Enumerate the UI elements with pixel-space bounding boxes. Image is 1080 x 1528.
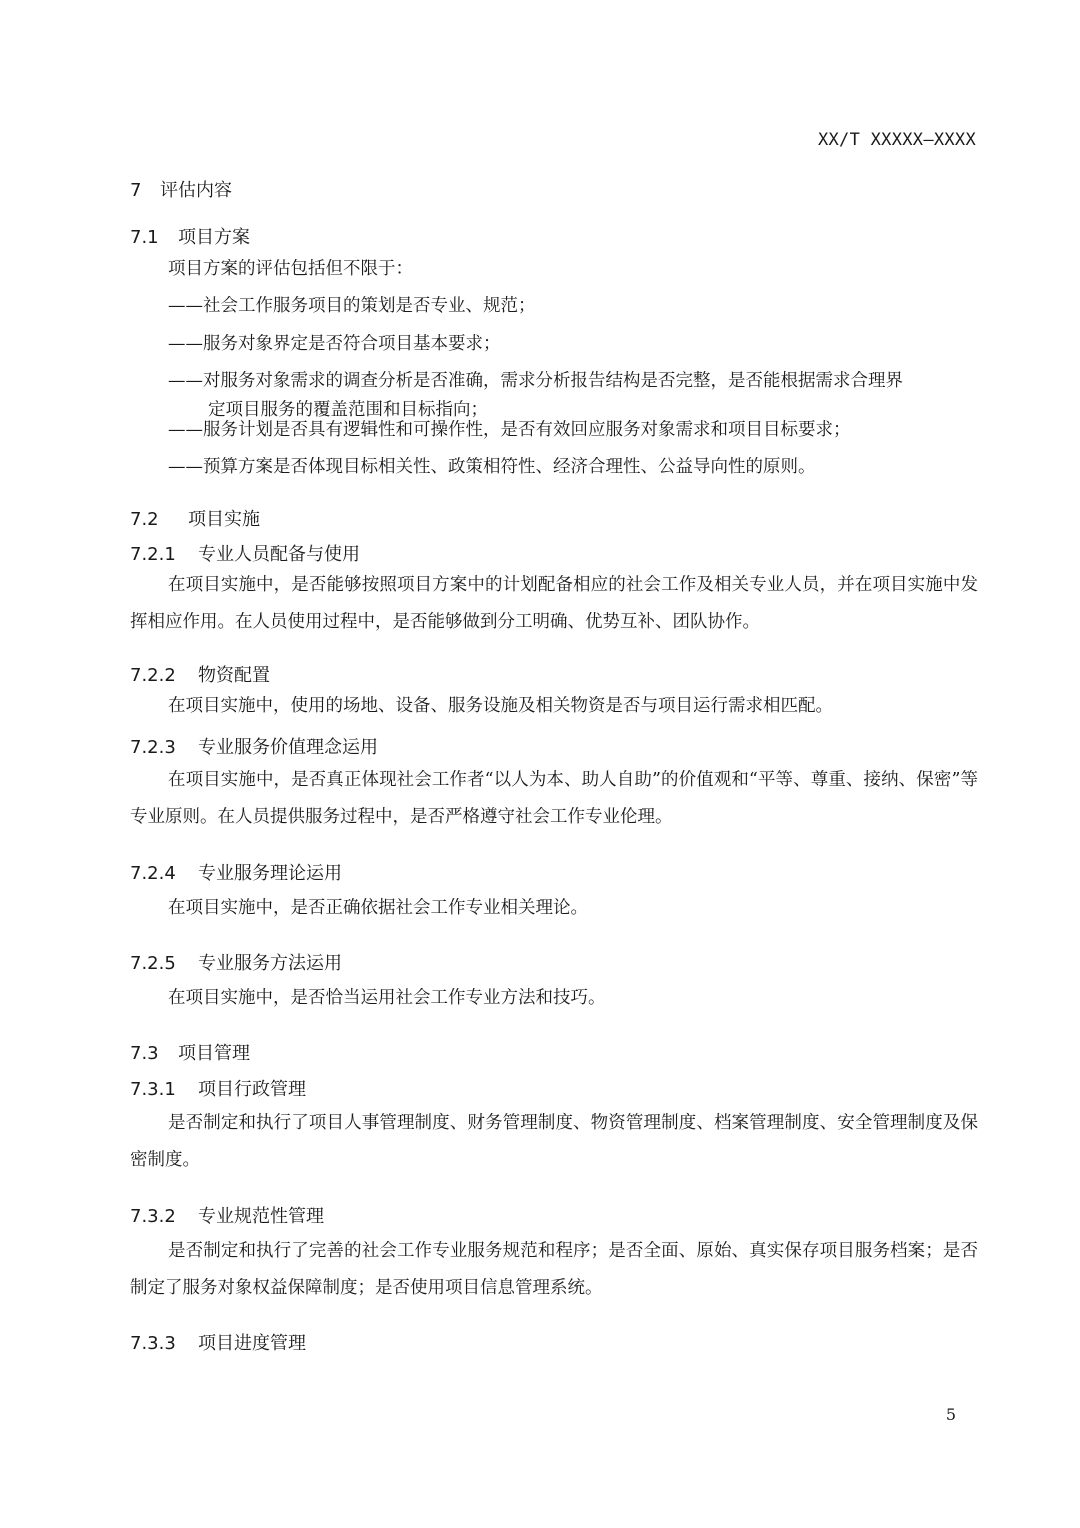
heading-title: 项目实施 — [188, 509, 260, 530]
heading-7-2-1 — [130, 540, 360, 566]
heading-7-3-2 — [130, 1202, 324, 1228]
section-body: 在项目实施中，是否恰当运用社会工作专业方法和技巧。 — [168, 988, 606, 1008]
page-number: 5 — [945, 1405, 956, 1424]
list-item: ——服务对象界定是否符合项目基本要求； — [168, 334, 501, 354]
heading-number: 7.2.2 — [130, 665, 176, 686]
heading-number: 7.2 — [130, 509, 159, 530]
section-body: 在项目实施中，使用的场地、设备、服务设施及相关物资是否与项目运行需求相匹配。 — [168, 696, 833, 716]
heading-number: 7.3.2 — [130, 1206, 176, 1227]
heading-7-2-5 — [130, 949, 342, 975]
document-code: XX/T XXXXX—XXXX — [817, 130, 976, 150]
heading-title: 专业服务理论运用 — [198, 863, 342, 884]
heading-title: 专业服务方法运用 — [198, 953, 342, 974]
heading-title: 项目管理 — [178, 1043, 250, 1064]
heading-7-2-2 — [130, 661, 270, 687]
heading-title: 专业人员配备与使用 — [198, 544, 360, 565]
section-body: 在项目实施中，是否正确依据社会工作专业相关理论。 — [168, 898, 588, 918]
list-item: ——社会工作服务项目的策划是否专业、规范； — [168, 296, 536, 316]
heading-7-2-3 — [130, 733, 378, 759]
heading-number: 7.2.3 — [130, 737, 176, 758]
list-item-continuation: 定项目服务的覆盖范围和目标指向； — [208, 400, 488, 420]
heading-7-3-1 — [130, 1075, 306, 1101]
heading-7-2-4 — [130, 859, 342, 885]
heading-title: 专业规范性管理 — [198, 1206, 324, 1227]
section-body: 在项目实施中，是否真正体现社会工作者“以人为本、助人自助”的价值观和“平等、尊重、接纳、保密”等专业原则。在人员提供服务过程中，是否严格遵守社会工作专业伦理。 — [130, 770, 978, 827]
heading-title: 物资配置 — [198, 665, 270, 686]
list-item: ——对服务对象需求的调查分析是否准确，需求分析报告结构是否完整，是否能根据需求合理界 — [168, 371, 903, 391]
heading-number: 7.1 — [130, 227, 159, 248]
heading-7-1 — [130, 223, 250, 249]
heading-number: 7.2.4 — [130, 863, 176, 884]
heading-number: 7.2.1 — [130, 544, 176, 565]
heading-7-3-3 — [130, 1329, 306, 1355]
section-body: 是否制定和执行了完善的社会工作专业服务规范和程序；是否全面、原始、真实保存项目服务档案；是否制定了服务对象权益保障制度；是否使用项目信息管理系统。 — [130, 1241, 978, 1298]
heading-7-3 — [130, 1039, 250, 1065]
heading-title: 项目方案 — [178, 227, 250, 248]
section-intro: 项目方案的评估包括但不限于： — [168, 259, 413, 279]
section-body: 在项目实施中，是否能够按照项目方案中的计划配备相应的社会工作及相关专业人员，并在项目实施中发挥相应作用。在人员使用过程中，是否能够做到分工明确、优势互补、团队协作。 — [130, 575, 978, 632]
list-item: ——服务计划是否具有逻辑性和可操作性，是否有效回应服务对象需求和项目目标要求； — [168, 420, 851, 440]
heading-number: 7.2.5 — [130, 953, 176, 974]
heading-7-2 — [130, 505, 260, 531]
heading-title: 项目行政管理 — [198, 1079, 306, 1100]
heading-number: 7.3.3 — [130, 1333, 176, 1354]
heading-title: 专业服务价值理念运用 — [198, 737, 378, 758]
heading-7 — [130, 176, 232, 202]
heading-number: 7.3 — [130, 1043, 159, 1064]
heading-number: 7.3.1 — [130, 1079, 176, 1100]
heading-number: 7 — [130, 180, 142, 201]
list-item: ——预算方案是否体现目标相关性、政策相符性、经济合理性、公益导向性的原则。 — [168, 457, 816, 477]
section-body: 是否制定和执行了项目人事管理制度、财务管理制度、物资管理制度、档案管理制度、安全管理制度及保密制度。 — [130, 1113, 978, 1170]
heading-title: 评估内容 — [160, 180, 232, 201]
heading-title: 项目进度管理 — [198, 1333, 306, 1354]
